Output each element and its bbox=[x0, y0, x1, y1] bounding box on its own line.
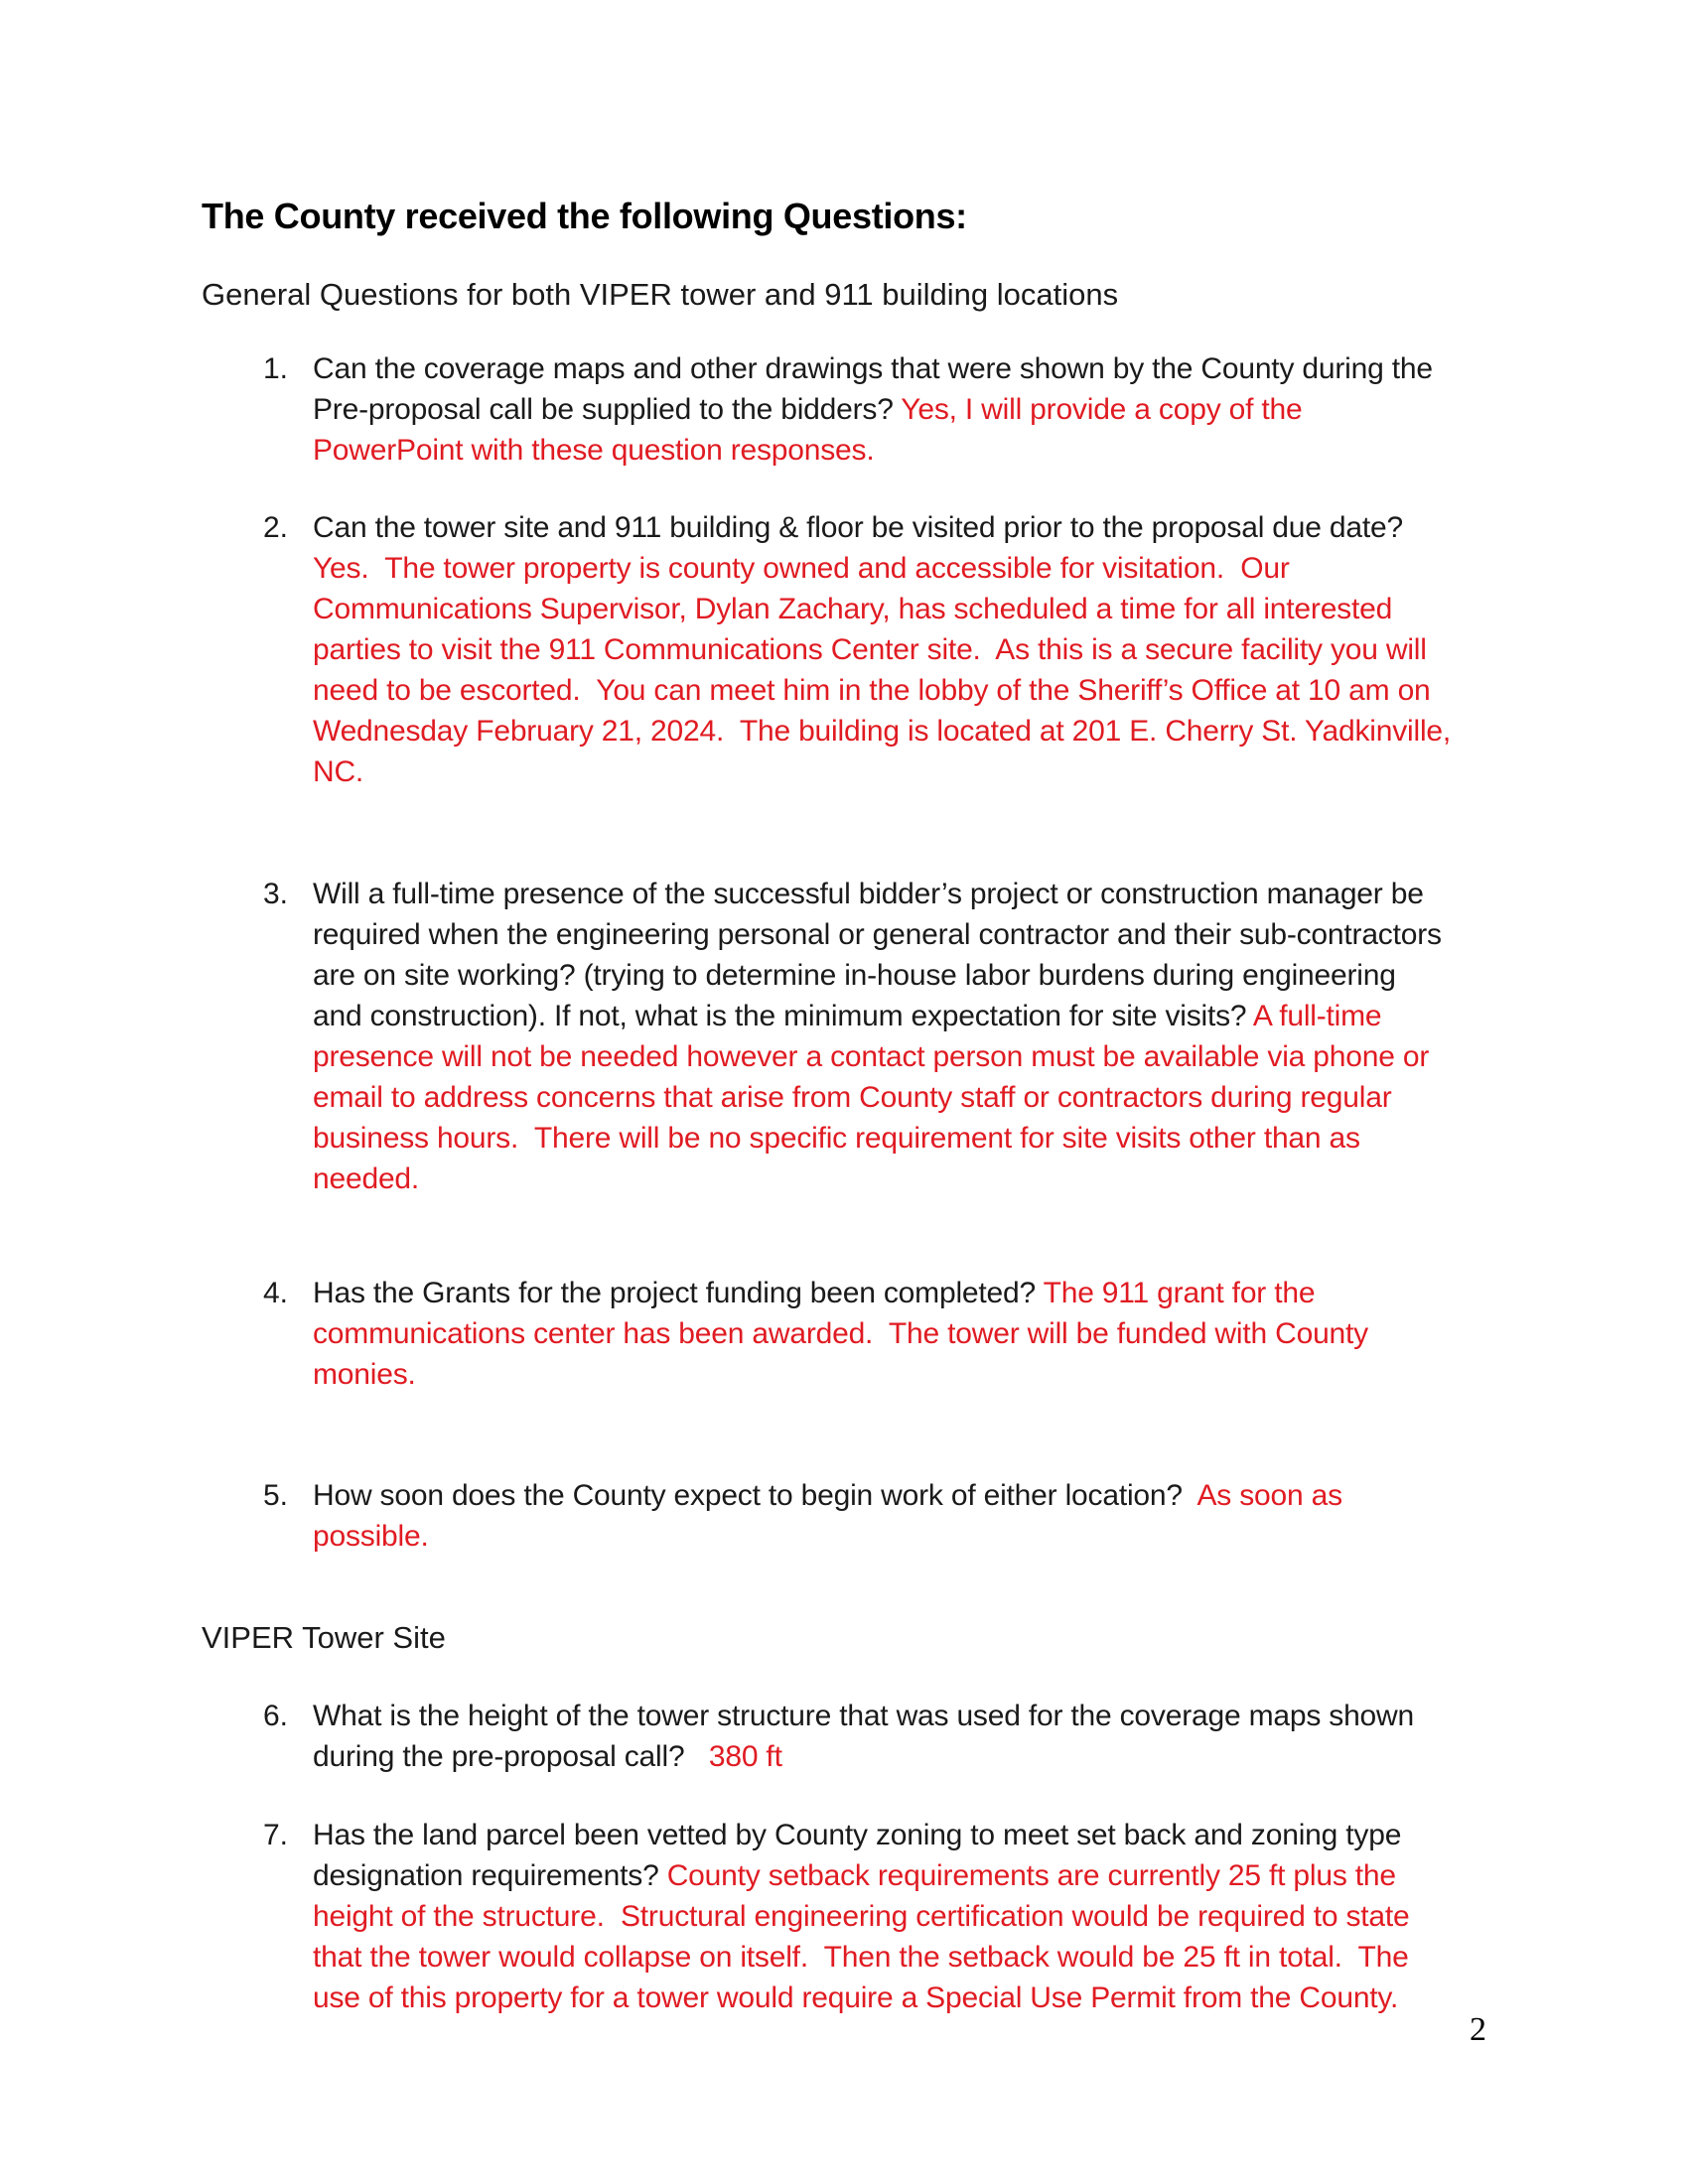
section-heading-viper-tower-site: VIPER Tower Site bbox=[202, 1620, 446, 1655]
question-text: Will a full-time presence of the successful bidder’s project or construction manager be required when the engineering personal or general contractor and their sub-contractors are on site working? (trying to determine in-house labor burdens during engineering and construction). If not, what is the minimum expectation for site visits? bbox=[313, 878, 1450, 1032]
answer-text: The 911 grant for the communications center has been awarded. The tower will be funded with County monies. bbox=[313, 1277, 1377, 1391]
question-number: 2. bbox=[263, 511, 289, 544]
question-body bbox=[313, 507, 1460, 792]
question-list-viper bbox=[202, 1696, 1453, 2018]
question-item-2 bbox=[202, 507, 1460, 792]
question-number: 7. bbox=[263, 1819, 289, 1851]
question-number: 6. bbox=[263, 1700, 289, 1732]
question-text: Has the land parcel been vetted by County zoning to meet set back and zoning type designation requirements? bbox=[313, 1819, 1410, 1892]
question-text: Can the tower site and 911 building & floor be visited prior to the proposal due date? bbox=[313, 511, 1411, 544]
question-body bbox=[313, 1815, 1453, 2018]
question-item-1 bbox=[202, 348, 1453, 471]
answer-text: Yes. The tower property is county owned and accessible for visitation. Our Communications Supervisor, Dylan Zachary, has scheduled a time for all interested parties to visit the 911 Communications Center site. As this is a secure facility you will need to be escorted. You can meet him in the lobby of the Sheriff’s Office at 10 am on Wednesday February 21, 2024. The building is located at 201 E. Cherry St. Yadkinville, NC. bbox=[313, 552, 1460, 788]
question-item-3 bbox=[202, 874, 1453, 1199]
page-number: 2 bbox=[1470, 2011, 1486, 2048]
section-heading-general-questions: General Questions for both VIPER tower and 911 building locations bbox=[202, 277, 1119, 312]
question-number: 3. bbox=[263, 878, 289, 910]
question-text: Can the coverage maps and other drawings that were shown by the County during the Pre-proposal call be supplied to the bidders? bbox=[313, 352, 1441, 426]
question-text: How soon does the County expect to begin work of either location? bbox=[313, 1479, 1197, 1512]
question-body bbox=[313, 1696, 1453, 1777]
question-text: What is the height of the tower structure that was used for the coverage maps shown during the pre-proposal call? bbox=[313, 1700, 1423, 1773]
question-item-4 bbox=[202, 1273, 1453, 1395]
answer-text: County setback requirements are currently 25 ft plus the height of the structure. Structural engineering certification would be required to state that the tower would collapse on itself. Then the setback would be 25 ft in total. The use of this property for a tower would require a Special Use Permit from the County. bbox=[313, 1859, 1418, 2014]
question-body bbox=[313, 348, 1453, 471]
question-number: 5. bbox=[263, 1479, 289, 1512]
question-text: Has the Grants for the project funding been completed? bbox=[313, 1277, 1044, 1309]
question-body bbox=[313, 1475, 1453, 1557]
question-body bbox=[313, 1273, 1453, 1395]
answer-text: A full-time presence will not be needed however a contact person must be available via phone or email to address concerns that arise from County staff or contractors during regular business hours. There will be no specific requirement for site visits other than as needed. bbox=[313, 1000, 1438, 1195]
page-title: The County received the following Questions: bbox=[202, 196, 967, 236]
question-item-5 bbox=[202, 1475, 1453, 1557]
question-body bbox=[313, 874, 1453, 1199]
answer-text: Yes, I will provide a copy of the PowerPoint with these question responses. bbox=[313, 393, 1311, 467]
question-item-7 bbox=[202, 1815, 1453, 2018]
question-list bbox=[202, 348, 1460, 1557]
question-item-6 bbox=[202, 1696, 1453, 1777]
question-number: 1. bbox=[263, 352, 289, 385]
answer-text: 380 ft bbox=[708, 1740, 782, 1773]
question-number: 4. bbox=[263, 1277, 289, 1309]
answer-text: As soon as possible. bbox=[313, 1479, 1351, 1553]
